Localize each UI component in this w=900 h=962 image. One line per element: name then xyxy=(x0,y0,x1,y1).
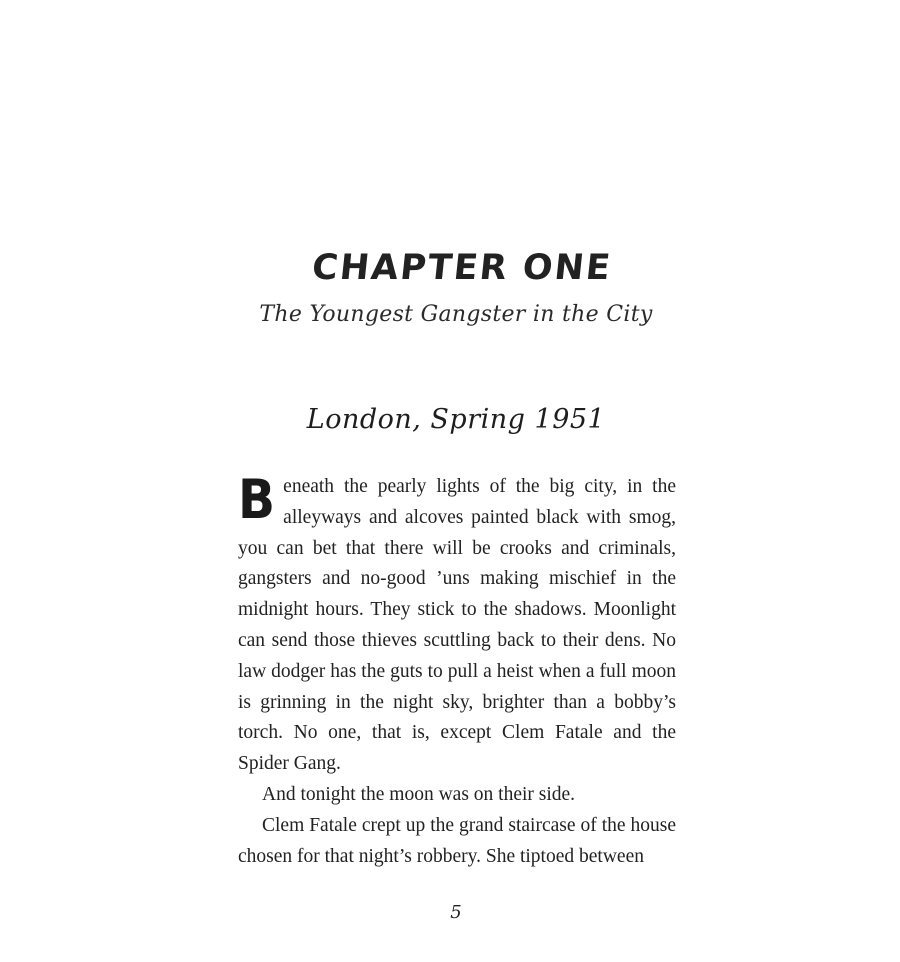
drop-cap: B xyxy=(238,468,276,531)
setting-heading: London, Spring 1951 xyxy=(306,404,606,435)
paragraph-text: eneath the pearly lights of the big city, in the alleyways and alcoves painted black with smog, you can bet that there will be crooks and criminals, gangsters and no-good ’uns making mischief in the midnight hours. They stick to the shadows. Moonlight can send those thieves scuttling back to their dens. No law dodger has the guts to pull a heist when a full moon is grinning in the night sky, brighter than a bobby’s torch. No one, that is, except Clem Fatale and the Spider Gang. xyxy=(238,476,676,775)
paragraph: Clem Fatale crept up the grand staircase of the house chosen for that night’s robbery. She tiptoed between xyxy=(238,814,676,867)
paragraph: And tonight the moon was on their side. xyxy=(262,783,576,805)
chapter-title: CHAPTER ONE xyxy=(310,248,614,288)
body-text xyxy=(238,468,676,872)
page-number: 5 xyxy=(450,902,462,923)
paragraph xyxy=(238,468,676,780)
chapter-subtitle: The Youngest Gangster in the City xyxy=(259,302,653,327)
